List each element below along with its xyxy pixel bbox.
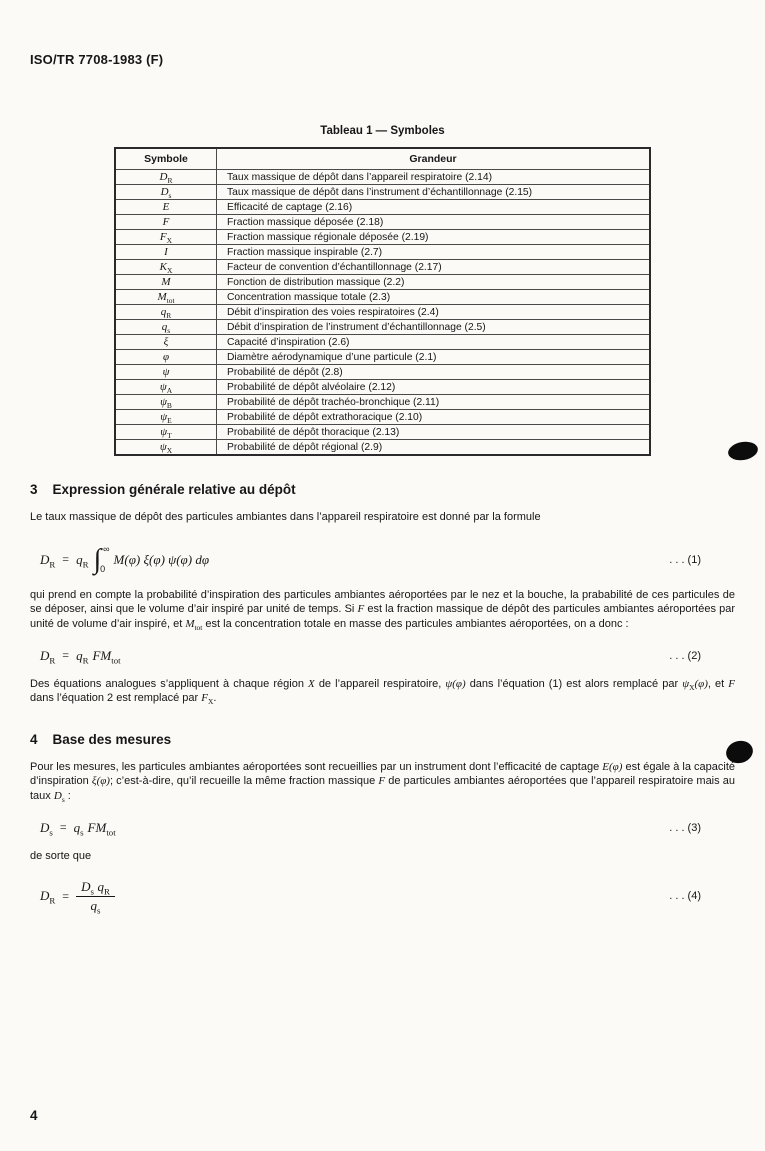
math-Mtot — [100, 648, 120, 664]
equation-2-body — [40, 648, 121, 664]
quantity-text: Taux massique de dépôt dans l’appareil respiratoire (2.14) — [227, 171, 493, 183]
math-base: ψ — [445, 677, 453, 690]
equals-sign: = — [62, 552, 70, 567]
math-F: F — [92, 647, 101, 663]
math-symbol — [159, 381, 173, 396]
quantity-cell — [217, 380, 651, 395]
math-sub: R — [82, 655, 89, 666]
math-sub: B — [166, 401, 172, 411]
math-base: M — [95, 819, 107, 835]
math-symbol — [163, 216, 170, 228]
math-base: D — [40, 888, 50, 904]
symbol-cell — [115, 200, 217, 215]
col-header-symbole: Symbole — [115, 148, 217, 170]
math-F: F — [728, 677, 735, 690]
equals-sign: = — [62, 648, 70, 662]
math-symbol — [159, 261, 173, 276]
quantity-cell — [217, 215, 651, 230]
quantity-cell — [217, 290, 651, 305]
equals-sign: = — [59, 820, 67, 835]
math-base: D — [40, 819, 50, 835]
symbol-cell — [115, 335, 217, 350]
quantity-cell — [217, 170, 651, 185]
quantity-text: Probabilité de dépôt alvéolaire (2.12) — [227, 381, 396, 393]
section-4-heading — [30, 732, 735, 747]
paragraph — [30, 677, 735, 706]
equation-2 — [30, 648, 735, 664]
math-symbol — [163, 366, 170, 378]
math-qs — [90, 897, 101, 916]
symbol-cell — [115, 215, 217, 230]
math-psiX-phi — [682, 678, 708, 690]
math-X: X — [308, 677, 315, 690]
math-base: q — [90, 897, 98, 913]
math-symbol — [164, 336, 169, 348]
integral-limits — [100, 543, 110, 575]
math-symbol — [160, 306, 172, 321]
math-base: φ — [162, 351, 170, 363]
symbol-cell — [115, 290, 217, 305]
math-qR — [76, 552, 88, 568]
text-segment: ; c’est-à-dire, qu’il recueille la même fraction massique — [109, 775, 379, 788]
quantity-text: Efficacité de captage (2.16) — [227, 201, 353, 213]
table-title: Tableau 1 — Symboles — [320, 125, 445, 137]
math-base: D — [53, 790, 62, 802]
math-base: ψ — [159, 441, 167, 453]
text-segment: Pour les mesures, les particules ambiantes aéroportées sont recueillies par un instrument dont l’efficacité de captage — [30, 760, 603, 773]
math-Ds — [40, 820, 53, 836]
text-segment: dans l’équation 2 est remplacé par — [30, 692, 202, 705]
math-E-phi — [602, 761, 622, 773]
quantity-text: Fraction massique inspirable (2.7) — [227, 246, 383, 258]
section-number: 3 — [30, 482, 38, 497]
math-sub: R — [49, 655, 56, 666]
quantity-cell — [217, 245, 651, 260]
math-sub: R — [82, 559, 89, 570]
equation-number: . . . (3) — [669, 821, 701, 834]
symbols-table — [114, 147, 651, 456]
quantity-cell — [217, 230, 651, 245]
math-F: F — [87, 819, 96, 835]
fraction-denominator — [91, 897, 101, 914]
math-base: F — [201, 692, 208, 705]
math-args: (φ) — [694, 677, 708, 690]
table-header-row — [115, 148, 650, 170]
math-base: M — [161, 276, 171, 288]
quantity-text: Probabilité de dépôt thoracique (2.13) — [227, 426, 400, 438]
math-base: ψ — [159, 381, 167, 393]
col-header-grandeur: Grandeur — [217, 148, 651, 170]
equals-sign: = — [62, 888, 70, 903]
text-segment: est la concentration totale en masse des particules ambiantes aéroportées, on a donc : — [202, 617, 629, 630]
quantity-text: Probabilité de dépôt (2.8) — [227, 366, 343, 378]
symbol-cell — [115, 170, 217, 185]
text-segment: Le taux massique de dépôt des particules ambiantes dans l’appareil respiratoire est donné par la formule — [30, 511, 541, 523]
text-segment: de particules ambiantes aéroportées que l’appareil respiratoire mais au taux — [30, 775, 735, 802]
section-number: 4 — [30, 731, 38, 747]
math-base: ψ — [160, 396, 167, 408]
symbol-cell — [115, 320, 217, 335]
table-row — [115, 260, 650, 275]
quantity-text: Probabilité de dépôt trachéo-bronchique (2.11) — [227, 396, 440, 408]
table-row — [115, 170, 650, 185]
text-segment: de sorte que — [30, 849, 92, 862]
quantity-cell — [217, 350, 651, 365]
quantity-cell — [217, 440, 651, 456]
math-args: (φ) — [609, 760, 623, 773]
quantity-text: Diamètre aérodynamique d’une particule (2.1) — [227, 351, 437, 363]
table-row — [115, 395, 650, 410]
table-row — [115, 380, 650, 395]
quantity-text: Probabilité de dépôt extrathoracique (2.10) — [227, 411, 423, 423]
paragraph — [30, 760, 735, 804]
math-sub: tot — [166, 296, 175, 306]
equation-number: . . . (4) — [669, 890, 701, 903]
math-sub: T — [167, 431, 172, 441]
math-symbol — [164, 246, 168, 258]
symbol-cell — [115, 260, 217, 275]
text-segment: est égale à la capacité d’inspiration — [30, 760, 735, 788]
math-base: E — [602, 760, 609, 773]
math-sub: s — [90, 886, 94, 897]
table-row — [115, 320, 650, 335]
quantity-cell — [217, 320, 651, 335]
integral-lower-limit: 0 — [100, 563, 106, 574]
table-row — [115, 275, 650, 290]
math-base: ψ — [160, 411, 168, 423]
math-F: F — [378, 775, 386, 788]
math-sub: tot — [106, 827, 116, 838]
table-row — [115, 290, 650, 305]
quantity-text: Concentration massique totale (2.3) — [227, 291, 391, 303]
table-row — [115, 350, 650, 365]
math-xi-phi — [92, 775, 110, 787]
math-sub: R — [166, 311, 172, 321]
symbol-cell — [115, 440, 217, 456]
quantity-cell — [217, 185, 651, 200]
math-base: M — [100, 647, 112, 663]
text-segment: de l’appareil respiratoire, — [314, 677, 446, 690]
symbol-cell — [115, 230, 217, 245]
quantity-text: Fonction de distribution massique (2.2) — [227, 276, 405, 288]
quantity-text: Débit d’inspiration de l’instrument d’échantillonnage (2.5) — [227, 321, 486, 333]
math-args: (φ) — [96, 775, 110, 788]
quantity-text: Fraction massique déposée (2.18) — [227, 216, 384, 228]
math-symbol — [160, 411, 172, 426]
math-base: ψ — [160, 426, 168, 438]
symbols-table-section — [114, 125, 651, 456]
registration-mark — [727, 440, 760, 463]
math-base: q — [160, 306, 167, 318]
math-qR — [97, 879, 110, 897]
math-base: K — [159, 261, 167, 273]
math-symbol — [157, 291, 175, 306]
equation-4-body — [40, 879, 115, 916]
math-F: F — [357, 603, 365, 616]
text-segment: : — [64, 790, 71, 802]
equation-3-body — [40, 820, 116, 836]
math-qR — [76, 648, 88, 664]
math-sub: s — [97, 905, 101, 916]
fraction-numerator — [76, 879, 115, 897]
text-segment: est la fraction massique de dépôt des particules ambiantes aéroportées par unité de volume d’air inspiré, et — [30, 603, 735, 630]
math-sub: tot — [194, 623, 203, 633]
table-header — [115, 148, 650, 170]
math-sub: s — [80, 827, 84, 838]
math-sub: s — [168, 191, 172, 201]
quantity-text: Capacité d’inspiration (2.6) — [227, 336, 350, 348]
paragraph — [30, 588, 735, 632]
document-header: ISO/TR 7708-1983 (F) — [30, 52, 164, 67]
quantity-text: Fraction massique régionale déposée (2.19) — [227, 231, 429, 243]
quantity-cell — [217, 275, 651, 290]
math-symbol — [161, 276, 170, 288]
math-sub: R — [104, 886, 110, 897]
math-sub: tot — [111, 655, 121, 666]
math-base: q — [76, 551, 83, 567]
math-sub: s — [49, 827, 53, 838]
quantity-cell — [217, 410, 651, 425]
math-sub: E — [167, 416, 172, 426]
math-base: D — [40, 647, 50, 663]
text-segment: qui prend en compte la probabilité d’inspiration des particules ambiantes aéroportées par le nez et la bouche, la prababilité de ces particules de se déposer, ainsi que le volume d’air inspiré par unité de temps. Si — [30, 588, 735, 616]
equation-number: . . . (2) — [669, 649, 701, 662]
symbol-cell — [115, 425, 217, 440]
math-base: ψ — [162, 366, 170, 378]
text-segment: . — [213, 692, 217, 705]
table-row — [115, 335, 650, 350]
math-base: D — [160, 186, 169, 198]
section-title: Base des mesures — [52, 731, 172, 747]
equation-1-body — [40, 545, 209, 575]
table-row — [115, 185, 650, 200]
math-base: D — [81, 879, 91, 895]
symbol-cell — [115, 185, 217, 200]
table-row — [115, 410, 650, 425]
integral-sign: ∫ — [93, 544, 102, 576]
symbol-cell — [115, 395, 217, 410]
quantity-cell — [217, 305, 651, 320]
integral-upper-limit: ∞ — [103, 543, 110, 554]
table-row — [115, 230, 650, 245]
math-symbol — [163, 201, 170, 213]
table-row — [115, 305, 650, 320]
math-FX — [201, 692, 214, 707]
section-title: Expression générale relative au dépôt — [52, 482, 296, 497]
math-sub: s — [61, 795, 65, 805]
quantity-cell — [217, 425, 651, 440]
math-symbol — [160, 396, 172, 411]
page-number: 4 — [30, 1108, 38, 1123]
math-sub: s — [167, 326, 171, 336]
text-segment: , et — [707, 677, 729, 690]
math-DR — [40, 648, 55, 664]
quantity-cell — [217, 395, 651, 410]
math-base: ξ — [91, 775, 97, 788]
symbol-cell — [115, 305, 217, 320]
math-base: ξ — [163, 336, 169, 348]
equation-number: . . . (1) — [669, 553, 701, 566]
math-base: q — [161, 321, 168, 333]
math-sub: R — [49, 895, 56, 906]
quantity-text: Facteur de convention d’échantillonnage (2.17) — [227, 261, 442, 273]
math-Ds — [81, 879, 94, 897]
quantity-cell — [217, 200, 651, 215]
math-symbol — [159, 231, 173, 246]
math-base: q — [76, 647, 83, 663]
symbol-cell — [115, 245, 217, 260]
quantity-cell — [217, 365, 651, 380]
math-base: q — [97, 879, 105, 895]
integrand: M(φ) ξ(φ) ψ(φ) dφ — [113, 551, 210, 567]
text-segment: dans l’équation (1) est alors remplacé par — [465, 677, 683, 690]
math-base: M — [157, 291, 167, 303]
math-args: (φ) — [452, 677, 466, 690]
table-row — [115, 245, 650, 260]
math-base: D — [40, 551, 50, 567]
quantity-cell — [217, 260, 651, 275]
section-3-heading — [30, 482, 735, 497]
math-Ds — [53, 790, 65, 805]
table-row — [115, 440, 650, 456]
math-base: M — [185, 617, 195, 630]
symbol-cell — [115, 365, 217, 380]
equation-3 — [30, 820, 735, 836]
math-base: F — [159, 231, 167, 243]
table-row — [115, 200, 650, 215]
math-sub: A — [166, 386, 173, 396]
table-row — [115, 365, 650, 380]
math-base: F — [162, 216, 170, 228]
symbol-cell — [115, 275, 217, 290]
math-qs — [74, 820, 84, 836]
math-symbol — [160, 186, 172, 201]
math-sub: X — [207, 697, 214, 707]
math-base: E — [162, 201, 170, 213]
table-row — [115, 425, 650, 440]
paragraph — [30, 849, 735, 864]
math-base: q — [73, 819, 81, 835]
math-Mtot — [96, 820, 116, 836]
quantity-cell — [217, 335, 651, 350]
table-row — [115, 215, 650, 230]
math-sub: X — [689, 682, 695, 692]
math-base: ψ — [682, 677, 690, 690]
math-base: I — [164, 246, 168, 258]
math-Mtot — [185, 617, 203, 633]
symbol-cell — [115, 380, 217, 395]
equation-4 — [30, 879, 735, 916]
text-segment: Des équations analogues s’appliquent à chaque région — [30, 677, 309, 690]
quantity-text: Taux massique de dépôt dans l’instrument d’échantillonnage (2.15) — [227, 186, 533, 198]
math-symbol — [160, 426, 172, 441]
symbol-cell — [115, 350, 217, 365]
table-body — [115, 170, 650, 456]
fraction — [76, 879, 115, 916]
math-psi-phi — [445, 678, 465, 690]
math-symbol — [163, 351, 169, 363]
symbol-cell — [115, 410, 217, 425]
math-DR — [40, 888, 55, 904]
quantity-text: Probabilité de dépôt régional (2.9) — [227, 441, 383, 453]
math-DR — [40, 552, 55, 568]
math-sub: R — [49, 559, 56, 570]
math-sub: R — [167, 176, 173, 186]
math-sub: X — [166, 446, 173, 456]
equation-1 — [30, 545, 735, 575]
math-base: D — [159, 171, 168, 183]
math-symbol — [159, 441, 173, 456]
quantity-text: Débit d’inspiration des voies respiratoires (2.4) — [227, 306, 439, 318]
math-symbol — [159, 171, 173, 186]
paragraph — [30, 510, 735, 525]
math-sub: X — [166, 236, 173, 246]
math-symbol — [161, 321, 171, 336]
math-sub: X — [166, 266, 173, 276]
